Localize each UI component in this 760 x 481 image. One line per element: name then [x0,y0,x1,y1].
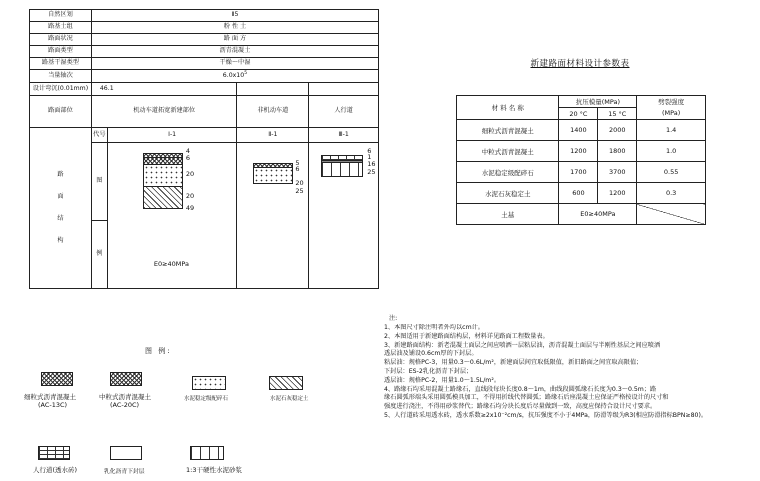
material-name: 水泥稳定级配碎石 [457,162,559,183]
table-row [457,204,706,225]
table-row [457,183,706,204]
total-thickness: 49 [185,204,195,212]
legend-swatch [38,446,70,460]
material-name: 中粒式沥青混凝土 [457,141,559,162]
structure-diagram-col2 [237,143,309,289]
column-header: 非机动车道 [237,96,309,128]
legend-swatch [41,372,73,386]
modulus-20: 1400 [559,120,598,141]
layer-thickness: 25 [367,168,376,176]
structure-label: 路 面 结 构 [30,128,92,289]
layer-thickness: 6 [185,154,190,162]
material-param-table [456,95,706,225]
layer-thickness: 1 [367,153,372,161]
row-value: $6.0x10^5$ [91,70,378,83]
code-label: 代号 [91,128,107,143]
table-row [457,141,706,162]
legend-label: 例 [91,221,107,289]
note-line: 5、人行道砖采用透水砖，透水系数≥2x10⁻²cm/s，抗压强度不小于4MPa，防滑等级为R3(相应防滑指标BPN≥80)。 [384,411,708,419]
legend-item [38,446,70,460]
legend-label: (AC-13C) [38,401,68,409]
modulus-15: 1800 [598,141,637,162]
legend-label: 细粒式沥青混凝土 [24,393,76,401]
legend-swatch [190,446,224,460]
row-label: 当量轴次 [30,70,92,83]
legend-label: 乳化沥青下封层 [104,469,145,475]
row-value: Ⅱ5 [91,10,378,22]
note-line: 下封层：ES-2乳化沥青下封层； [384,367,473,375]
strength: 0.55 [637,162,706,183]
modulus-15: 3700 [598,162,637,183]
note-line: 缘石圆弧形端头采用圆弧模具加工，不得用折线代替圆弧；路缘石后座混凝土应保证严格按设计的尺寸和 [384,394,669,402]
row-label: 路面状况 [30,34,92,46]
legend-label: 水泥石灰稳定土 [270,396,309,402]
layer-thickness: 4 [185,147,190,155]
subgrade-modulus: E0≥40MPa [153,260,190,268]
legend-label: 1:3干硬性水泥砂浆 [186,466,242,474]
header-strength: 劈裂强度 [637,96,706,108]
strength: 1.0 [637,141,706,162]
row-value: 沥青混凝土 [91,46,378,58]
param-table-title: 新建路面材料设计参数表 [530,59,630,69]
row-value: 干燥～中湿 [91,58,378,70]
layer-thickness: 25 [295,187,304,195]
layer-thickness: 6 [367,147,372,155]
material-name: 细粒式沥青混凝土 [457,120,559,141]
legend-label: 水泥稳定级配碎石 [184,396,229,402]
code: Ⅲ-1 [309,128,379,143]
legend-item [110,446,142,460]
empty-cell [637,204,706,225]
column-header: 人行道 [309,96,379,128]
figure-label: 图 [91,143,107,221]
legend-item [269,376,303,390]
row-label: 路面类型 [30,46,92,58]
legend-swatch [192,376,226,390]
layer-thickness: 20 [295,179,304,187]
structure-diagram-col3 [309,143,379,289]
row-label: 设计弯沉(0.01mm) [30,83,92,96]
modulus-20: 1200 [559,141,598,162]
header-temp: 15 °C [598,108,637,120]
header-temp: 20 °C [559,108,598,120]
table-row [457,120,706,141]
structure-design-table [29,9,379,289]
row-value: 46.1 [91,83,237,96]
note-line: 4、路缘石均采用混凝土路缘石，直线段每块长度0.8～1m，曲线段圆弧缘石长度为0.3～0.5m；路 [384,385,657,393]
strength: 1.4 [637,120,706,141]
legend-swatch [110,372,142,386]
header-modulus: 抗压模量(MPa) [559,96,637,108]
note-line: 2、本图适用于新建路面结构层，材料详见路面工程数量表。 [384,332,549,340]
layer-thickness: 20 [185,192,195,200]
column-header: 机动车道拓宽新建部位 [91,96,237,128]
row-label: 自然区划 [30,10,92,22]
note-line: 强度进行浇注，不得用砂浆替代；路缘石均分块长度后尽量做到一致，高度应保持合设计尺寸要求。 [384,403,657,411]
modulus-15: 2000 [598,120,637,141]
header-name: 材 料 名 称 [457,96,559,120]
legend-item [38,372,76,386]
layer-thickness: 16 [367,160,376,168]
row-value: 粉 性 土 [91,22,378,34]
note-line: 透层油：规格PC-2，用量1.0～1.5L/m²。 [384,376,501,384]
material-name: 土基 [457,204,559,225]
table-row [457,162,706,183]
modulus-20: 600 [559,183,598,204]
legend-swatch [269,376,303,390]
section-label: 路面部位 [30,96,92,128]
row-value: 路 面 方 [91,34,378,46]
legend-label: 中粒式沥青混凝土 [99,393,151,401]
legend-label: (AC-20C) [110,401,140,409]
layer-thickness: 20 [185,170,195,178]
note-line: 透层油及铺设0.6cm厚的下封层。 [384,350,478,358]
header-strength-unit: (MPa) [637,108,706,120]
soil-modulus: E0≥40MPa [559,204,637,225]
legend-item [110,372,142,386]
notes-heading: 注: [389,315,398,322]
notes-block [384,324,756,421]
modulus-20: 1700 [559,162,598,183]
legend-item [190,446,224,460]
material-name: 水泥石灰稳定土 [457,183,559,204]
legend-swatch [110,446,142,460]
code: Ⅱ-1 [237,128,309,143]
note-line: 3、新建路面结构：新老混凝土面层之间应喷洒一层粘层油，沥青混凝土面层与半刚性基层之间应喷洒 [384,341,661,349]
layer-thickness: 5 [295,159,300,167]
code: Ⅰ-1 [107,128,237,143]
strength: 0.3 [637,183,706,204]
structure-diagram-col1 [107,143,237,289]
note-line: 粘层油：规格PC-3，用量0.3～0.6L/m²，新建面层间宜取低限值，新旧路面之间宜取高限值； [384,359,643,367]
legend-label: 人行道(透水砖) [33,466,78,474]
legend-item [192,376,226,390]
layer-thickness: 6 [295,165,300,173]
row-label: 路基干湿类型 [30,58,92,70]
modulus-15: 1200 [598,183,637,204]
legend-title: 图 例: [145,347,172,355]
row-label: 路基土组 [30,22,92,34]
note-line: 1、本图尺寸除注明者外均以cm计。 [384,324,484,331]
